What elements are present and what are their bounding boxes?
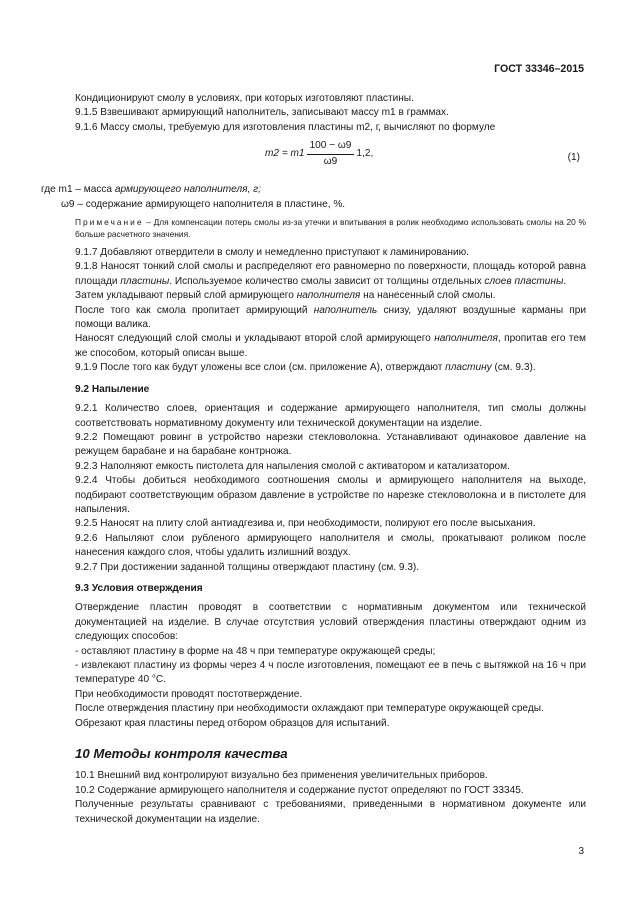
curing-option-2: - извлекают пластину из формы через 4 ч после изготовления, помещают ее в печь с вытяжкой на 16 ч при температуре 40 °С. bbox=[75, 660, 586, 686]
clause-9-2-1: 9.2.1 Количество слоев, ориентация и содержание армирующего наполнителя, тип смолы должны соответствовать нормативному документу или технической документации на изделие. bbox=[75, 403, 586, 429]
text-run: . Используемое количество смолы зависит от толщины отдельных bbox=[169, 275, 485, 287]
cooling: После отверждения пластину при необходимости охлаждают при температуре окружающей среды. bbox=[75, 703, 544, 715]
note-text: – Для компенсации потерь смолы из-за утечки и впитывания в ролик необходимо использовать смолы на 20 % больше расчетного значения. bbox=[75, 217, 586, 240]
where-line-1 bbox=[41, 183, 586, 197]
text-run: 9.1.9 После того как будут уложены все слои (см. приложение А), отверждают bbox=[75, 362, 446, 374]
section-10-heading: 10 Методы контроля качества bbox=[75, 746, 288, 762]
paragraph-conditioning: Кондиционируют смолу в условиях, при которых изготовляют пластины. bbox=[75, 93, 414, 104]
text-run: (см. 9.3). bbox=[491, 362, 536, 374]
text-run-italic: пластины bbox=[120, 275, 170, 287]
paragraph-first-layer bbox=[75, 289, 586, 303]
where-line-2: ω9 – содержание армирующего наполнителя в пластине, %. bbox=[61, 198, 346, 210]
formula-denominator: ω9 bbox=[323, 155, 338, 167]
text-run: . bbox=[563, 275, 567, 287]
trimming: Обрезают края пластины перед отбором образцов для испытаний. bbox=[75, 717, 390, 729]
clause-9-2-2: 9.2.2 Помещают ровинг в устройство нарезки стекловолокна. Устанавливают одинаковое давление на режущем барабане и на барабане контрножа. bbox=[75, 431, 586, 458]
clause-9-2-6: 9.2.6 Напыляют слои рубленого армирующего наполнителя и смолы, прокатывают роликом после нанесения каждого слоя, чтобы удалить излишний воздух. bbox=[75, 532, 586, 559]
section-9-3-heading: 9.3 Условия отверждения bbox=[75, 582, 203, 594]
clause-10-1: 10.1 Внешний вид контролируют визуально без применения увеличительных приборов. bbox=[75, 770, 488, 782]
clause-9-2-5: 9.2.5 Наносят на плиту слой антиадгезива и, при необходимости, полируют его после высыхания. bbox=[75, 518, 536, 530]
note bbox=[75, 216, 586, 240]
curing-option-1: - оставляют пластину в форме на 48 ч при температуре окружающей среды; bbox=[75, 645, 436, 657]
clause-9-1-8 bbox=[75, 260, 586, 289]
text-run: , пропитав его тем же способом, который описан выше. bbox=[75, 333, 586, 359]
formula-lhs: m2 = m1 bbox=[265, 147, 305, 159]
text-run-italic: пластину bbox=[445, 362, 492, 374]
clause-9-1-5: 9.1.5 Взвешивают армирующий наполнитель, записывают массу m1 в граммах. bbox=[75, 107, 449, 119]
text-run-italic: наполнителя bbox=[434, 333, 498, 345]
formula-number: (1) bbox=[567, 152, 580, 164]
curing-intro: Отверждение пластин проводят в соответствии с нормативным документом или технической документацией на изделие. В случае отсутствия условий отверждения пластины отверждают одним из следующих способов: bbox=[75, 602, 586, 643]
where-1-prefix: где m1 – масса bbox=[41, 184, 115, 196]
document-code: ГОСТ 33346–2015 bbox=[494, 63, 584, 75]
section-9-2-heading: 9.2 Напыление bbox=[75, 383, 150, 395]
paragraph-air-pockets bbox=[75, 304, 586, 333]
text-run-italic: слоев пластины bbox=[484, 275, 564, 287]
post-curing: При необходимости проводят постотверждение. bbox=[75, 688, 303, 700]
text-run: на нанесенный слой смолы. bbox=[360, 290, 496, 302]
where-1-italic: армирующего наполнителя, г; bbox=[114, 184, 261, 196]
clause-9-1-6: 9.1.6 Массу смолы, требуемую для изготовления пластины m2, г, вычисляют по формуле bbox=[75, 121, 496, 133]
paragraph-second-layer bbox=[75, 332, 586, 361]
formula-factor: 1,2, bbox=[356, 147, 374, 159]
text-run: После того как смола пропитает армирующий bbox=[75, 304, 314, 316]
note-label: Примечание bbox=[75, 217, 144, 228]
clause-9-1-9 bbox=[75, 361, 586, 375]
results-comparison: Полученные результаты сравнивают с требованиями, приведенными в нормативном документе или технической документации на изделие. bbox=[75, 799, 586, 825]
text-run: 9.1.8 Наносят тонкий слой смолы и распределяют его равномерно по поверхности, площадь которой равна площади bbox=[75, 261, 586, 287]
text-run-italic: наполнителя bbox=[296, 290, 361, 302]
formula-numerator: 100 − ω9 bbox=[307, 139, 355, 154]
formula-block bbox=[75, 137, 586, 181]
text-run: Затем укладывают первый слой армирующего bbox=[75, 290, 297, 302]
formula bbox=[265, 139, 373, 169]
text-run-italic: наполнитель bbox=[313, 304, 378, 316]
clause-9-1-7: 9.1.7 Добавляют отвердители в смолу и немедленно приступают к ламинированию. bbox=[75, 247, 469, 259]
clause-9-2-4: 9.2.4 Чтобы добиться необходимого соотношения смолы и армирующего наполнителя на выходе, подбирают соответствующим образом давление в устройстве по нарезке стекловолокна и в пистолете для напыления. bbox=[75, 475, 586, 515]
clause-10-2: 10.2 Содержание армирующего наполнителя и содержание пустот определяют по ГОСТ 33345. bbox=[75, 784, 524, 796]
text-run: снизу, удаляют воздушные карманы при помощи валика. bbox=[75, 304, 586, 331]
clause-9-2-7: 9.2.7 При достижении заданной толщины отверждают пластину (см. 9.3). bbox=[75, 561, 420, 573]
text-run: Наносят следующий слой смолы и укладывают второй слой армирующего bbox=[75, 333, 435, 345]
page-number: 3 bbox=[578, 846, 584, 857]
formula-fraction bbox=[307, 139, 355, 169]
clause-9-2-3: 9.2.3 Наполняют емкость пистолета для напыления смолой с активатором и катализатором. bbox=[75, 460, 510, 472]
